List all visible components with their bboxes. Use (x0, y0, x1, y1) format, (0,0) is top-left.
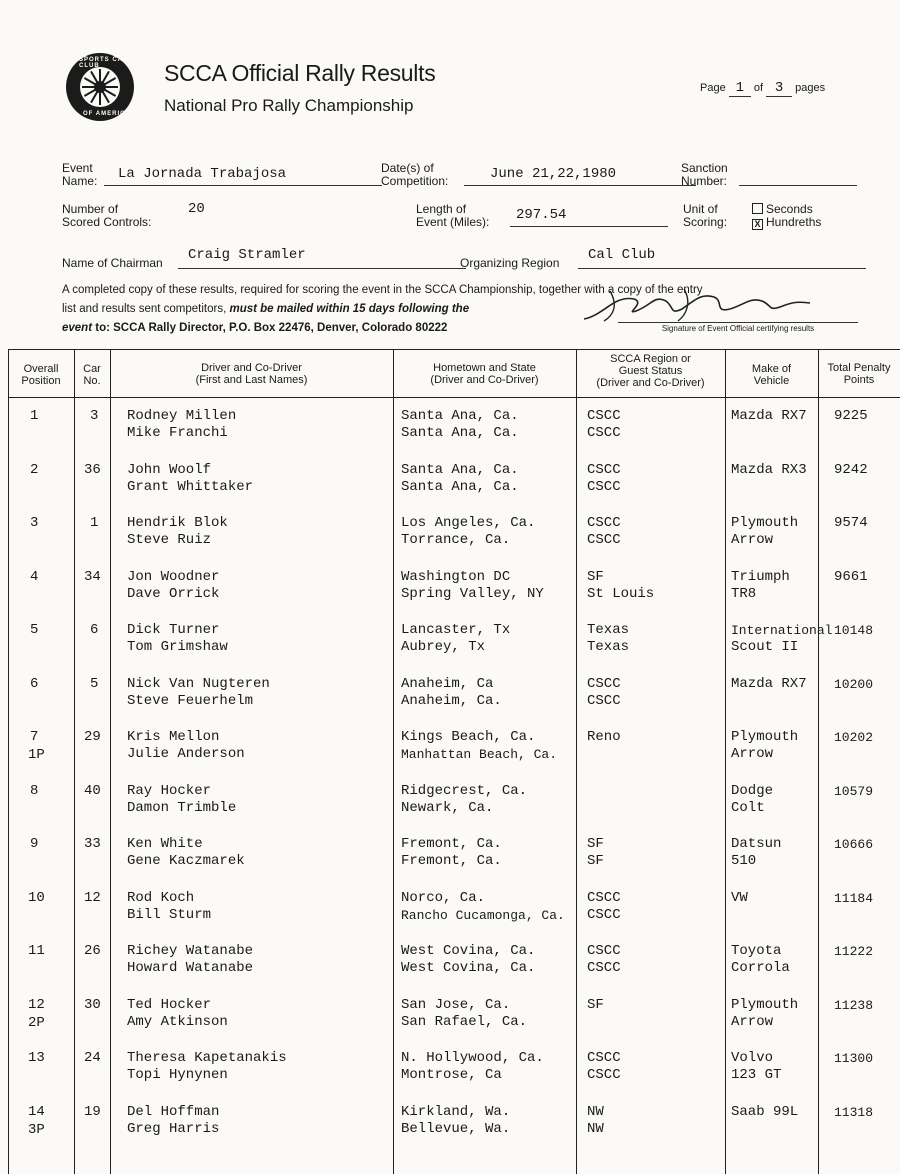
cell-position: 2 (30, 461, 39, 478)
cell-hometown-driver: Lancaster, Tx (401, 622, 511, 638)
cell-penalty-points: 10200 (834, 676, 874, 692)
scoring-label: Unit of Scoring: (683, 202, 728, 229)
cell-hometown-codriver: Manhattan Beach, Ca. (401, 747, 558, 762)
cell-region-driver: CSCC (587, 675, 621, 692)
cell-car-number: 12 (84, 889, 101, 906)
table-row (0, 836, 900, 890)
cell-codriver: Mike Franchi (127, 425, 228, 441)
cell-codriver: Bill Sturm (127, 906, 212, 923)
cell-position: 11 (28, 943, 45, 959)
logo-text-bottom: OF AMERICA (83, 111, 131, 117)
cell-penalty-points: 11300 (834, 1051, 874, 1066)
cell-position: 8 (30, 782, 39, 799)
cell-codriver: Grant Whittaker (127, 478, 254, 495)
cell-penalty-points: 11238 (834, 997, 874, 1013)
cell-hometown-driver: N. Hollywood, Ca. (401, 1050, 544, 1066)
cell-driver: Del Hoffman (127, 1103, 220, 1120)
cell-vehicle-model: Arrow (731, 746, 774, 762)
table-row (0, 515, 900, 569)
table-row (0, 943, 900, 997)
cell-position: 10 (28, 889, 45, 906)
page-label: Page (700, 82, 726, 94)
cell-codriver: Damon Trimble (127, 799, 237, 816)
cell-vehicle-make: Volvo (731, 1050, 774, 1066)
note-line-1: A completed copy of these results, required for scoring the event in the SCCA Championship, together with a copy of the entry (62, 284, 703, 296)
cell-region-driver: CSCC (587, 461, 621, 478)
document-title: SCCA Official Rally Results (164, 60, 436, 86)
page-total: 3 (766, 80, 792, 97)
cell-driver: Jon Woodner (127, 568, 220, 585)
chairman-field: Craig Stramler (178, 247, 466, 269)
cell-car-number: 19 (84, 1103, 101, 1120)
cell-hometown-driver: San Jose, Ca. (401, 996, 511, 1013)
cell-region-codriver: CSCC (587, 692, 621, 709)
table-row (0, 408, 900, 462)
cell-vehicle-make: Datsun (731, 836, 782, 852)
header-car: Car No. (83, 363, 101, 387)
cell-hometown-driver: Santa Ana, Ca. (401, 461, 519, 478)
cell-vehicle-make: VW (731, 889, 748, 906)
note-line-2: list and results sent competitors, must be mailed within 15 days following the (62, 303, 470, 315)
cell-driver: Theresa Kapetanakis (127, 1050, 287, 1066)
cell-region-codriver: CSCC (587, 425, 621, 441)
cell-position: 4 (30, 568, 39, 585)
cell-position: 5 (30, 622, 39, 638)
sanction-label: Sanction Number: (681, 161, 728, 188)
cell-car-number: 40 (84, 782, 101, 799)
cell-hometown-codriver: Bellevue, Wa. (401, 1120, 511, 1137)
header-driver: Driver and Co-Driver (First and Last Names) (195, 362, 308, 386)
cell-region-codriver: NW (587, 1120, 604, 1137)
cell-position: 9 (30, 836, 39, 852)
cell-hometown-driver: Kings Beach, Ca. (401, 729, 536, 745)
cell-codriver: Gene Kaczmarek (127, 853, 245, 869)
note-line-3: event to: SCCA Rally Director, P.O. Box 22476, Denver, Colorado 80222 (62, 322, 448, 334)
table-row (0, 1104, 900, 1158)
cell-vehicle-model: 510 (731, 853, 757, 869)
cell-vehicle-make: Saab 99L (731, 1103, 799, 1120)
cell-vehicle-make: Toyota (731, 943, 782, 959)
table-row (0, 569, 900, 623)
cell-hometown-driver: Los Angeles, Ca. (401, 515, 536, 531)
cell-vehicle-make: Plymouth (731, 515, 799, 531)
cell-region-codriver: CSCC (587, 1067, 621, 1083)
cell-penalty-points: 11318 (834, 1104, 874, 1120)
cell-driver: Ken White (127, 836, 203, 852)
cell-penalty-points: 9661 (834, 568, 868, 585)
cell-position: 14 (28, 1103, 45, 1120)
table-row (0, 997, 900, 1051)
cell-codriver: Dave Orrick (127, 585, 220, 602)
table-row (0, 676, 900, 730)
cell-car-number: 34 (84, 568, 101, 585)
cell-vehicle-make: Mazda RX3 (731, 461, 807, 478)
cell-hometown-codriver: Anaheim, Ca. (401, 692, 502, 709)
cell-hometown-driver: Norco, Ca. (401, 889, 486, 906)
cell-penalty-points: 9574 (834, 515, 868, 531)
length-field: 297.54 (510, 207, 668, 227)
wheel-icon (80, 67, 120, 107)
cell-vehicle-make: Dodge (731, 782, 774, 799)
cell-region-driver: NW (587, 1103, 604, 1120)
cell-car-number: 36 (84, 461, 101, 478)
cell-region-codriver: CSCC (587, 906, 621, 923)
cell-vehicle-model: Corrola (731, 960, 790, 976)
chairman-label: Name of Chairman (62, 256, 163, 270)
cell-region-codriver: St Louis (587, 585, 655, 602)
cell-car-number: 3 (90, 408, 99, 424)
cell-vehicle-model: 123 GT (731, 1067, 782, 1083)
cell-position: 1 (30, 408, 39, 424)
cell-hometown-driver: Washington DC (401, 568, 511, 585)
cell-driver: Kris Mellon (127, 729, 220, 745)
header-hometown: Hometown and State (Driver and Co-Driver) (430, 362, 539, 386)
cell-codriver: Greg Harris (127, 1120, 220, 1137)
cell-vehicle-make: Mazda RX7 (731, 675, 807, 692)
cell-region-driver: Reno (587, 729, 621, 745)
event-name-field: La Jornada Trabajosa (104, 166, 382, 186)
cell-region-driver: CSCC (587, 515, 621, 531)
cell-hometown-codriver: Rancho Cucamonga, Ca. (401, 907, 565, 923)
cell-car-number: 33 (84, 836, 101, 852)
cell-vehicle-model: Scout II (731, 639, 799, 655)
cell-penalty-points: 11184 (834, 890, 874, 906)
cell-penalty-points: 9242 (834, 461, 868, 478)
cell-driver: Richey Watanabe (127, 943, 254, 959)
cell-hometown-codriver: Fremont, Ca. (401, 853, 502, 869)
cell-position-class: 2P (28, 1014, 45, 1031)
cell-vehicle-make: Plymouth (731, 996, 799, 1013)
cell-codriver: Steve Ruiz (127, 532, 212, 548)
cell-region-driver: CSCC (587, 1050, 621, 1066)
cell-driver: Ted Hocker (127, 996, 212, 1013)
cell-position: 3 (30, 515, 39, 531)
table-header-border (8, 397, 900, 398)
cell-codriver: Julie Anderson (127, 746, 245, 762)
cell-codriver: Steve Feuerhelm (127, 692, 254, 709)
cell-region-codriver: Texas (587, 639, 630, 655)
table-row (0, 783, 900, 837)
cell-vehicle-model: Arrow (731, 1013, 774, 1030)
cell-region-codriver: CSCC (587, 960, 621, 976)
cell-hometown-driver: Ridgecrest, Ca. (401, 782, 528, 799)
cell-car-number: 29 (84, 729, 101, 745)
sanction-field (739, 166, 857, 186)
cell-codriver: Amy Atkinson (127, 1013, 228, 1030)
seconds-option: Seconds (752, 203, 821, 216)
cell-driver: Rod Koch (127, 889, 195, 906)
cell-driver: Rodney Millen (127, 408, 237, 424)
cell-hometown-codriver: Santa Ana, Ca. (401, 478, 519, 495)
cell-hometown-driver: Anaheim, Ca (401, 675, 494, 692)
cell-driver: Hendrik Blok (127, 515, 228, 531)
cell-position: 7 (30, 729, 39, 745)
cell-car-number: 24 (84, 1050, 101, 1066)
table-row (0, 729, 900, 783)
cell-penalty-points: 10202 (834, 730, 874, 745)
cell-hometown-codriver: Montrose, Ca (401, 1067, 502, 1083)
cell-region-driver: CSCC (587, 943, 621, 959)
scca-logo (66, 53, 134, 121)
hundreths-checkbox: X (752, 219, 763, 230)
cell-hometown-codriver: Newark, Ca. (401, 799, 494, 816)
scoring-options (752, 203, 821, 230)
cell-region-driver: CSCC (587, 408, 621, 424)
cell-car-number: 6 (90, 622, 99, 638)
cell-hometown-driver: West Covina, Ca. (401, 943, 536, 959)
cell-car-number: 1 (90, 515, 99, 531)
cell-driver: Nick Van Nugteren (127, 675, 270, 692)
cell-hometown-codriver: West Covina, Ca. (401, 960, 536, 976)
hundreths-option: X Hundreths (752, 216, 821, 230)
of-label: of (753, 82, 764, 94)
cell-vehicle-model: Arrow (731, 532, 774, 548)
cell-car-number: 5 (90, 675, 99, 692)
cell-hometown-codriver: Aubrey, Tx (401, 639, 486, 655)
seconds-checkbox (752, 203, 763, 214)
page-counter (700, 80, 825, 97)
table-row (0, 1050, 900, 1104)
cell-car-number: 26 (84, 943, 101, 959)
cell-vehicle-model: TR8 (731, 585, 757, 602)
logo-text-top: SPORTS CAR CLUB (79, 57, 129, 69)
cell-region-driver: SF (587, 836, 604, 852)
cell-vehicle-make: Mazda RX7 (731, 408, 807, 424)
header-region: SCCA Region or Guest Status (Driver and Co-Driver) (596, 353, 705, 389)
length-label: Length of Event (Miles): (416, 202, 490, 229)
cell-position-class: 1P (28, 747, 45, 763)
table-row (0, 462, 900, 516)
cell-codriver: Topi Hynynen (127, 1067, 228, 1083)
cell-hometown-driver: Fremont, Ca. (401, 836, 502, 852)
cell-driver: Ray Hocker (127, 782, 212, 799)
cell-region-driver: CSCC (587, 889, 621, 906)
controls-field: 20 (188, 201, 205, 217)
cell-region-driver: SF (587, 996, 604, 1013)
dates-label: Date(s) of Competition: (381, 161, 449, 188)
cell-hometown-codriver: Spring Valley, NY (401, 585, 544, 602)
cell-position-class: 3P (28, 1121, 45, 1138)
cell-vehicle-make: Plymouth (731, 729, 799, 745)
signature-scribble (574, 285, 834, 325)
pages-label: pages (795, 82, 826, 94)
header-vehicle: Make of Vehicle (751, 363, 792, 387)
cell-region-codriver: SF (587, 853, 604, 869)
cell-car-number: 30 (84, 996, 101, 1013)
cell-hometown-driver: Kirkland, Wa. (401, 1103, 511, 1120)
cell-region-codriver: CSCC (587, 532, 621, 548)
cell-hometown-codriver: Santa Ana, Ca. (401, 425, 519, 441)
cell-driver: Dick Turner (127, 622, 220, 638)
cell-hometown-codriver: Torrance, Ca. (401, 532, 511, 548)
cell-codriver: Howard Watanabe (127, 960, 254, 976)
dates-field: June 21,22,1980 (464, 166, 696, 186)
cell-codriver: Tom Grimshaw (127, 639, 228, 655)
cell-region-driver: Texas (587, 622, 630, 638)
controls-label: Number of Scored Controls: (62, 202, 152, 229)
region-field: Cal Club (578, 247, 866, 269)
table-top-border (8, 349, 900, 350)
document-subtitle: National Pro Rally Championship (164, 96, 414, 115)
cell-vehicle-model: Colt (731, 799, 765, 816)
cell-vehicle-make: Triumph (731, 568, 790, 585)
cell-penalty-points: 10148 (834, 623, 874, 638)
cell-penalty-points: 10666 (834, 837, 874, 852)
cell-region-codriver: CSCC (587, 478, 621, 495)
cell-position: 12 (28, 996, 45, 1013)
cell-hometown-driver: Santa Ana, Ca. (401, 408, 519, 424)
cell-penalty-points: 11222 (834, 944, 874, 959)
table-row (0, 890, 900, 944)
cell-position: 13 (28, 1050, 45, 1066)
header-position: Overall Position (21, 363, 61, 387)
table-row (0, 622, 900, 676)
cell-region-driver: SF (587, 568, 604, 585)
cell-driver: John Woolf (127, 461, 212, 478)
page-number: 1 (729, 80, 751, 97)
cell-penalty-points: 9225 (834, 408, 868, 424)
region-label: Organizing Region (460, 256, 560, 270)
cell-hometown-codriver: San Rafael, Ca. (401, 1013, 528, 1030)
cell-vehicle-make: International (731, 623, 833, 638)
event-name-label: Event Name: (62, 161, 98, 188)
cell-penalty-points: 10579 (834, 783, 874, 799)
header-points: Total Penalty Points (827, 362, 891, 386)
signature-caption: Signature of Event Official certifying results (618, 322, 858, 333)
cell-position: 6 (30, 675, 39, 692)
